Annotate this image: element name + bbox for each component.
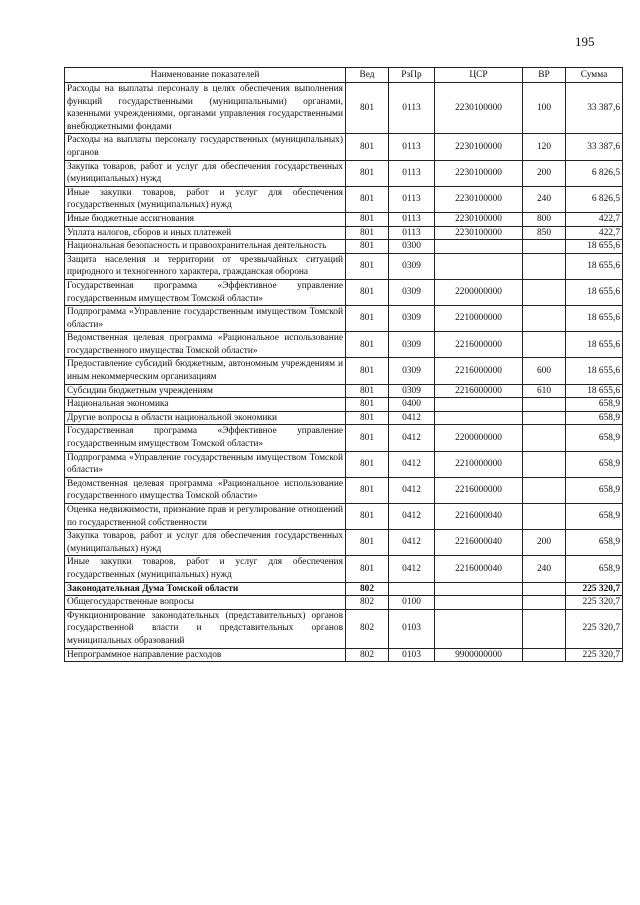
cell-rzpr: 0412	[389, 477, 435, 503]
cell-vr: 850	[523, 226, 566, 240]
cell-vr: 100	[523, 83, 566, 134]
cell-name: Подпрограмма «Управление государственным имуществом Томской области»	[65, 451, 346, 477]
table-row	[65, 411, 623, 425]
cell-csr: 2200000000	[435, 279, 523, 305]
cell-ved: 801	[346, 306, 389, 332]
header-ved: Вед	[346, 68, 389, 83]
cell-name: Расходы на выплаты персоналу в целях обеспечения выполнения функций государственными (муниципальными) органами, казенными учреждениями, органами управления государственными внебюджетными фондами	[65, 83, 346, 134]
cell-vr: 240	[523, 556, 566, 582]
cell-sum: 658,9	[566, 425, 623, 451]
cell-rzpr: 0412	[389, 451, 435, 477]
cell-vr: 200	[523, 160, 566, 186]
cell-ved: 801	[346, 530, 389, 556]
cell-csr	[435, 240, 523, 254]
cell-csr: 2210000000	[435, 306, 523, 332]
cell-ved: 801	[346, 240, 389, 254]
table-row	[65, 398, 623, 412]
cell-ved: 801	[346, 279, 389, 305]
cell-vr: 120	[523, 134, 566, 160]
budget-table	[64, 67, 623, 662]
table-row	[65, 160, 623, 186]
cell-rzpr: 0103	[389, 609, 435, 648]
table-row	[65, 186, 623, 212]
cell-sum: 6 826,5	[566, 186, 623, 212]
cell-csr	[435, 253, 523, 279]
cell-csr: 2216000040	[435, 530, 523, 556]
table-row	[65, 425, 623, 451]
cell-sum: 18 655,6	[566, 358, 623, 384]
cell-vr	[523, 451, 566, 477]
cell-ved: 801	[346, 384, 389, 398]
cell-csr: 2230100000	[435, 212, 523, 226]
table-body	[65, 83, 623, 662]
cell-csr	[435, 582, 523, 596]
cell-vr	[523, 332, 566, 358]
cell-ved: 801	[346, 411, 389, 425]
cell-csr: 9900000000	[435, 648, 523, 662]
cell-name: Ведомственная целевая программа «Рациональное использование государственного имущества Томской области»	[65, 332, 346, 358]
cell-sum: 422,7	[566, 212, 623, 226]
cell-rzpr: 0412	[389, 530, 435, 556]
cell-sum: 33 387,6	[566, 83, 623, 134]
cell-ved: 801	[346, 332, 389, 358]
table-row	[65, 504, 623, 530]
cell-ved: 801	[346, 451, 389, 477]
table-row	[65, 451, 623, 477]
cell-ved: 801	[346, 504, 389, 530]
cell-rzpr: 0113	[389, 226, 435, 240]
cell-vr	[523, 504, 566, 530]
cell-vr	[523, 411, 566, 425]
cell-name: Законодательная Дума Томской области	[65, 582, 346, 596]
cell-ved: 801	[346, 160, 389, 186]
cell-vr: 610	[523, 384, 566, 398]
cell-vr	[523, 582, 566, 596]
cell-name: Иные закупки товаров, работ и услуг для обеспечения государственных (муниципальных) нужд	[65, 186, 346, 212]
cell-csr	[435, 609, 523, 648]
cell-name: Функционирование законодательных (представительных) органов государственной власти и представительных органов муниципальных образований	[65, 609, 346, 648]
cell-ved: 801	[346, 134, 389, 160]
cell-name: Субсидии бюджетным учреждениям	[65, 384, 346, 398]
cell-name: Закупка товаров, работ и услуг для обеспечения государственных (муниципальных) нужд	[65, 160, 346, 186]
table-row	[65, 83, 623, 134]
table-row	[65, 384, 623, 398]
table-row	[65, 477, 623, 503]
cell-csr: 2216000040	[435, 504, 523, 530]
cell-vr	[523, 306, 566, 332]
cell-rzpr: 0309	[389, 306, 435, 332]
cell-ved: 801	[346, 358, 389, 384]
table-row	[65, 253, 623, 279]
table-row	[65, 212, 623, 226]
header-csr: ЦСР	[435, 68, 523, 83]
cell-name: Государственная программа «Эффективное управление государственным имуществом Томской области»	[65, 279, 346, 305]
cell-name: Расходы на выплаты персоналу государственных (муниципальных) органов	[65, 134, 346, 160]
cell-name: Иные закупки товаров, работ и услуг для обеспечения государственных (муниципальных) нужд	[65, 556, 346, 582]
cell-ved: 801	[346, 212, 389, 226]
table-row	[65, 556, 623, 582]
cell-ved: 802	[346, 596, 389, 610]
cell-csr: 2216000000	[435, 358, 523, 384]
cell-sum: 33 387,6	[566, 134, 623, 160]
cell-name: Ведомственная целевая программа «Рациональное использование государственного имущества Томской области»	[65, 477, 346, 503]
cell-name: Общегосударственные вопросы	[65, 596, 346, 610]
cell-csr: 2216000000	[435, 384, 523, 398]
cell-vr: 600	[523, 358, 566, 384]
cell-csr: 2230100000	[435, 134, 523, 160]
cell-ved: 802	[346, 582, 389, 596]
cell-vr	[523, 279, 566, 305]
cell-ved: 802	[346, 648, 389, 662]
cell-rzpr: 0309	[389, 358, 435, 384]
table-row	[65, 279, 623, 305]
cell-csr: 2230100000	[435, 160, 523, 186]
cell-csr: 2200000000	[435, 425, 523, 451]
table-row	[65, 530, 623, 556]
cell-vr	[523, 240, 566, 254]
cell-name: Национальная безопасность и правоохранительная деятельность	[65, 240, 346, 254]
cell-sum: 658,9	[566, 556, 623, 582]
table-row	[65, 596, 623, 610]
cell-csr: 2210000000	[435, 451, 523, 477]
cell-sum: 18 655,6	[566, 306, 623, 332]
cell-vr: 800	[523, 212, 566, 226]
cell-name: Закупка товаров, работ и услуг для обеспечения государственных (муниципальных) нужд	[65, 530, 346, 556]
cell-sum: 658,9	[566, 477, 623, 503]
cell-rzpr: 0113	[389, 212, 435, 226]
cell-rzpr: 0113	[389, 186, 435, 212]
cell-vr: 240	[523, 186, 566, 212]
cell-rzpr: 0113	[389, 160, 435, 186]
table-row	[65, 332, 623, 358]
table-row	[65, 582, 623, 596]
page-number: 195	[575, 34, 595, 49]
cell-vr	[523, 477, 566, 503]
cell-vr	[523, 648, 566, 662]
cell-name: Уплата налогов, сборов и иных платежей	[65, 226, 346, 240]
cell-name: Оценка недвижимости, признание прав и регулирование отношений по государственной собственности	[65, 504, 346, 530]
cell-vr	[523, 425, 566, 451]
table-row	[65, 358, 623, 384]
cell-sum: 18 655,6	[566, 279, 623, 305]
table-header-row	[65, 68, 623, 83]
cell-sum: 422,7	[566, 226, 623, 240]
cell-csr: 2216000000	[435, 477, 523, 503]
cell-rzpr: 0100	[389, 596, 435, 610]
cell-rzpr: 0113	[389, 134, 435, 160]
cell-csr	[435, 596, 523, 610]
cell-name: Другие вопросы в области национальной экономики	[65, 411, 346, 425]
cell-vr: 200	[523, 530, 566, 556]
header-name: Наименование показателей	[65, 68, 346, 83]
cell-rzpr: 0412	[389, 556, 435, 582]
cell-sum: 658,9	[566, 451, 623, 477]
cell-csr	[435, 411, 523, 425]
cell-vr	[523, 253, 566, 279]
cell-name: Иные бюджетные ассигнования	[65, 212, 346, 226]
table-row	[65, 240, 623, 254]
cell-rzpr: 0309	[389, 384, 435, 398]
cell-ved: 801	[346, 253, 389, 279]
cell-sum: 18 655,6	[566, 332, 623, 358]
cell-vr	[523, 596, 566, 610]
cell-name: Предоставление субсидий бюджетным, автономным учреждениям и иным некоммерческим организациям	[65, 358, 346, 384]
cell-name: Непрограммное направление расходов	[65, 648, 346, 662]
cell-ved: 801	[346, 477, 389, 503]
cell-ved: 801	[346, 556, 389, 582]
cell-sum: 18 655,6	[566, 240, 623, 254]
cell-csr: 2230100000	[435, 226, 523, 240]
cell-sum: 225 320,7	[566, 596, 623, 610]
cell-vr	[523, 609, 566, 648]
cell-csr	[435, 398, 523, 412]
table-row	[65, 134, 623, 160]
cell-name: Защита населения и территории от чрезвычайных ситуаций природного и техногенного характера, гражданская оборона	[65, 253, 346, 279]
cell-rzpr: 0113	[389, 83, 435, 134]
cell-ved: 801	[346, 186, 389, 212]
table-row	[65, 226, 623, 240]
table-row	[65, 306, 623, 332]
cell-ved: 801	[346, 425, 389, 451]
cell-rzpr: 0300	[389, 240, 435, 254]
cell-name: Национальная экономика	[65, 398, 346, 412]
cell-sum: 18 655,6	[566, 384, 623, 398]
cell-sum: 658,9	[566, 504, 623, 530]
cell-csr: 2216000000	[435, 332, 523, 358]
cell-ved: 802	[346, 609, 389, 648]
header-vr: ВР	[523, 68, 566, 83]
cell-rzpr: 0103	[389, 648, 435, 662]
cell-rzpr	[389, 582, 435, 596]
cell-sum: 658,9	[566, 411, 623, 425]
cell-rzpr: 0309	[389, 332, 435, 358]
header-rzpr: РзПр	[389, 68, 435, 83]
cell-sum: 225 320,7	[566, 648, 623, 662]
cell-rzpr: 0309	[389, 253, 435, 279]
cell-sum: 225 320,7	[566, 582, 623, 596]
cell-ved: 801	[346, 83, 389, 134]
cell-name: Государственная программа «Эффективное управление государственным имуществом Томской области»	[65, 425, 346, 451]
cell-sum: 658,9	[566, 530, 623, 556]
cell-csr: 2216000040	[435, 556, 523, 582]
cell-ved: 801	[346, 226, 389, 240]
cell-csr: 2230100000	[435, 186, 523, 212]
cell-sum: 18 655,6	[566, 253, 623, 279]
cell-ved: 801	[346, 398, 389, 412]
cell-rzpr: 0400	[389, 398, 435, 412]
header-sum: Сумма	[566, 68, 623, 83]
cell-rzpr: 0412	[389, 504, 435, 530]
cell-sum: 6 826,5	[566, 160, 623, 186]
cell-sum: 658,9	[566, 398, 623, 412]
table-row	[65, 648, 623, 662]
cell-rzpr: 0412	[389, 411, 435, 425]
table-row	[65, 609, 623, 648]
cell-rzpr: 0309	[389, 279, 435, 305]
cell-rzpr: 0412	[389, 425, 435, 451]
cell-csr: 2230100000	[435, 83, 523, 134]
cell-name: Подпрограмма «Управление государственным имуществом Томской области»	[65, 306, 346, 332]
cell-sum: 225 320,7	[566, 609, 623, 648]
cell-vr	[523, 398, 566, 412]
